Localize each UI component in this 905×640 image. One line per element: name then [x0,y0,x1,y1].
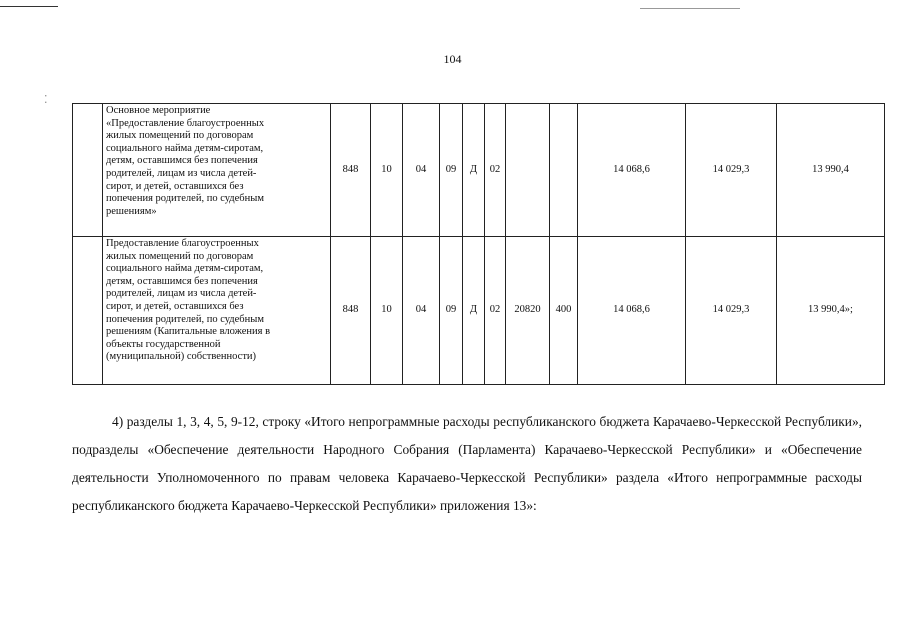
expense-type-cell [550,104,578,237]
table-row [73,104,885,237]
direction-code-cell [506,104,550,237]
row-index-cell [73,104,103,237]
amount-year-1-cell: 14 068,6 [578,104,686,237]
scan-top-rule-faint [640,8,740,9]
scan-margin-mark: ⁚ [44,94,48,106]
amount-year-2-cell: 14 029,3 [686,104,777,237]
amount-year-1-cell: 14 068,6 [578,237,686,385]
ministry-code-cell: 848 [331,237,371,385]
program-code-cell: 09 [440,104,463,237]
program-code-cell: 09 [440,237,463,385]
direction-code-cell: 20820 [506,237,550,385]
amendment-paragraph: 4) разделы 1, 3, 4, 5, 9-12, строку «Итого непрограммные расходы республиканского бюджета Карачаево-Черкесской Республики», подразделы «Обеспечение деятельности Народного Собрания (Парламента) Карачаево-Черкесской Республики» и «Обеспечение деятельности Уполномоченного по правам человека Карачаево-Черкесской Республики» раздела «Итого непрограммные расходы республиканского бюджета Карачаево-Черкесской Республики» приложения 13»: [72,414,862,513]
subprogram-code-cell: Д [463,237,485,385]
subprogram-code-cell: Д [463,104,485,237]
amount-year-3-cell: 13 990,4»; [777,237,885,385]
section-code-cell: 10 [371,237,403,385]
item-name-cell: Основное мероприятие «Предоставление благоустроенных жилых помещений по договорам социального найма детям-сиротам, детям, оставшимся без попечения родителей, лицам из числа детей- сирот, и детей, оставшихся без попечения родителей, по судебным решениям» [103,104,331,237]
amount-year-2-cell: 14 029,3 [686,237,777,385]
budget-table [72,103,885,385]
subsection-code-cell: 04 [403,104,440,237]
expense-type-cell: 400 [550,237,578,385]
amount-year-3-cell: 13 990,4 [777,104,885,237]
section-code-cell: 10 [371,104,403,237]
event-code-cell: 02 [485,104,506,237]
item-name-cell: Предоставление благоустроенных жилых помещений по договорам социального найма детям-сиротам, детям, оставшимся без попечения родителей, лицам из числа детей- сирот, и детей, оставшихся без попечения родителей, по судебным решениям (Капитальные вложения в объекты государственной (муниципальной) собственности) [103,237,331,385]
scan-top-rule [0,6,58,7]
event-code-cell: 02 [485,237,506,385]
page-number: 104 [443,52,462,66]
table-row [73,237,885,385]
row-index-cell [73,237,103,385]
subsection-code-cell: 04 [403,237,440,385]
ministry-code-cell: 848 [331,104,371,237]
